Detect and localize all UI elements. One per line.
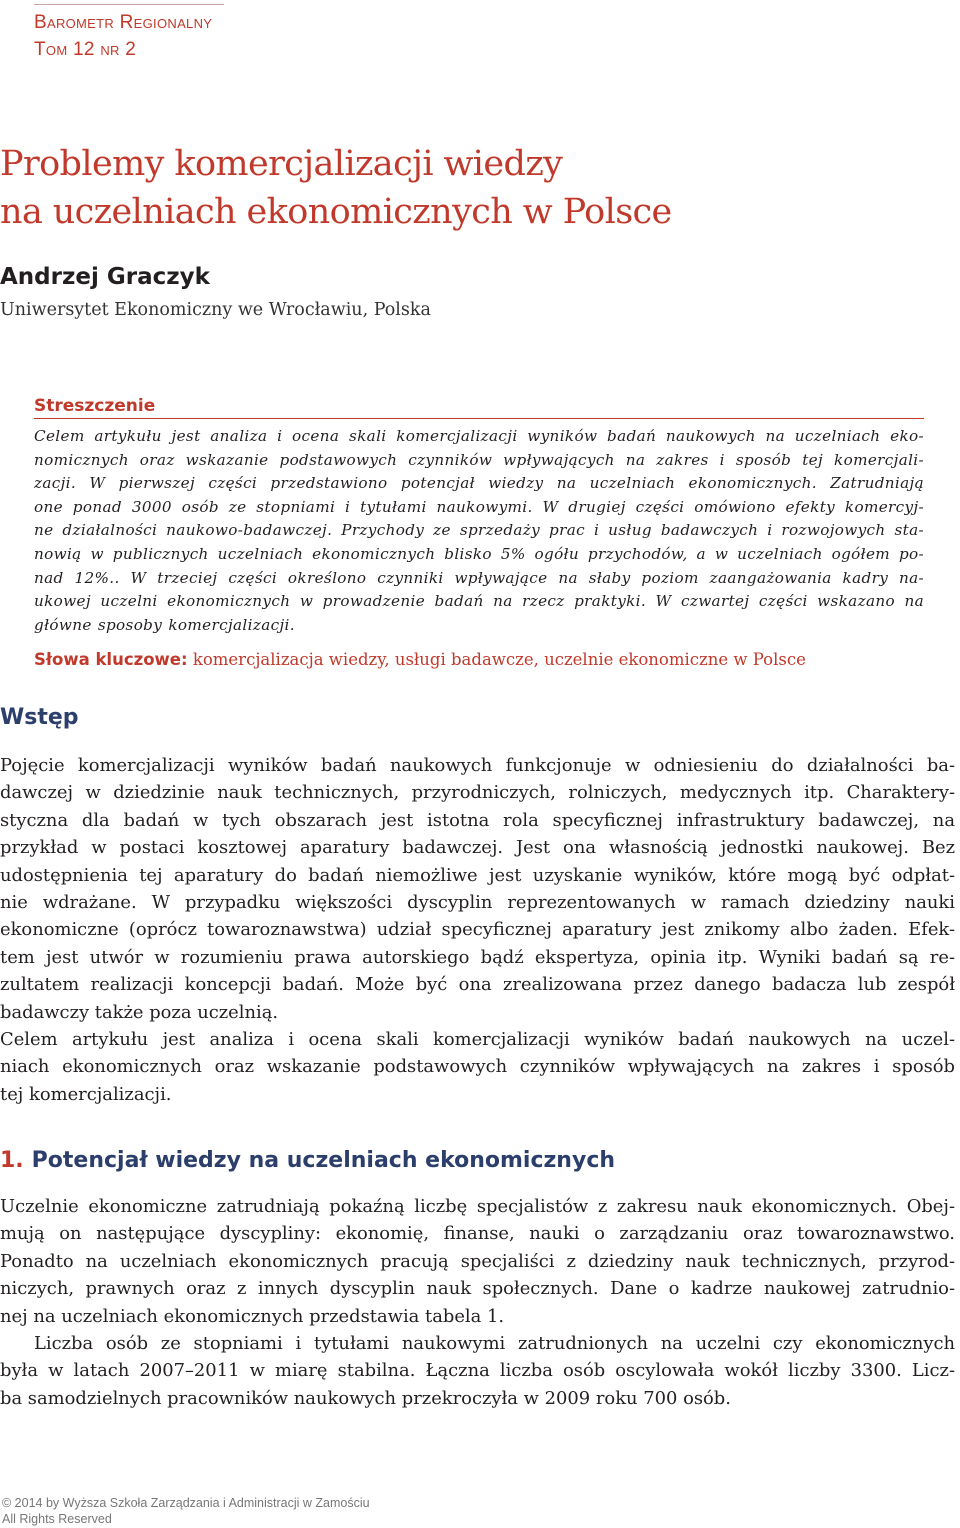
section-1-paragraphs xyxy=(0,1193,955,1412)
author-affiliation: Uniwersytet Ekonomiczny we Wrocławiu, Polska xyxy=(0,300,431,320)
body-line: ekonomiczne (oprócz towaroznawstwa) udział specyficznej aparatury jest znikomy albo żaden. Efek- xyxy=(0,919,955,941)
body-line: ba samodzielnych pracowników naukowych przekroczyła w 2009 roku 700 osób. xyxy=(0,1387,731,1409)
keywords-label: Słowa kluczowe: xyxy=(34,650,188,669)
abstract-line: ne działalności naukowo-badawczej. Przychody ze sprzedaży prac i usług badawczych i rozwojowych sta- xyxy=(34,521,924,540)
abstract-line: one ponad 3000 osób ze stopniami i tytułami naukowymi. W drugiej części omówiono efekty komercyj- xyxy=(34,497,924,516)
body-line: nie wdrażane. W przypadku większości dyscyplin reprezentowanych w ramach dziedziny nauki xyxy=(0,892,955,914)
body-line: niach ekonomicznych oraz wskazanie podstawowych czynników wpływających na zakres i sposób xyxy=(0,1056,955,1078)
body-line: Uczelnie ekonomiczne zatrudniają pokaźną liczbę specjalistów z zakresu nauk ekonomicznych. Obej- xyxy=(0,1196,955,1217)
body-line: tem jest utwór w rozumieniu prawa autorskiego bądź ekspertyza, opinia itp. Wyniki badań są re- xyxy=(0,946,955,968)
abstract-line: ukowej uczelni ekonomicznych w prowadzenie badań na rzecz praktyki. W czwartej części wskazano na xyxy=(34,592,924,611)
author-name: Andrzej Graczyk xyxy=(0,264,210,290)
body-line: badawczy także poza uczelnią. xyxy=(0,1001,279,1023)
journal-rule xyxy=(34,4,224,5)
body-line: mują on następujące dyscypliny: ekonomię, finanse, nauki o zarządzaniu oraz towaroznawstwo. xyxy=(0,1223,955,1245)
body-line: Celem artykułu jest analiza i ocena skali komercjalizacji wyników badań naukowych na uczel- xyxy=(0,1029,955,1051)
body-line: zultatem realizacji koncepcji badań. Może być ona zrealizowana przez danego badacza lub zespół xyxy=(0,974,955,996)
abstract-heading: Streszczenie xyxy=(34,396,156,416)
abstract-line: nomicznych oraz wskazanie podstawowych czynników wpływających na zakres i sposób tej komercjali- xyxy=(34,450,924,469)
footer-rights: All Rights Reserved xyxy=(2,1511,112,1526)
journal-name: Barometr Regionalny xyxy=(34,12,213,33)
body-line: dawczej w dziedzinie nauk technicznych, przyrodniczych, rolniczych, medycznych itp. Charaktery- xyxy=(0,782,955,804)
body-line: przykład w postaci kosztowej aparatury badawczej. Jest ona własnością jednostki naukowej. Bez xyxy=(0,837,955,859)
body-line: udostępnienia tej aparatury do badań niemożliwe jest uzyskanie wyników, które mogą być odpłat- xyxy=(0,864,955,886)
journal-header xyxy=(34,4,224,63)
intro-paragraphs xyxy=(0,752,955,1108)
abstract-line: nowią w publicznych uczelniach ekonomicznych blisko 5% ogółu przychodów, a w uczelniach ogółem po- xyxy=(34,544,924,563)
title-line: na uczelniach ekonomicznych w Polsce xyxy=(0,192,672,232)
journal-issue: Tom 12 nr 2 xyxy=(34,39,137,60)
body-line: Pojęcie komercjalizacji wyników badań naukowych funkcjonuje w odniesieniu do działalności ba- xyxy=(0,755,955,776)
body-line: Ponadto na uczelniach ekonomicznych pracują specjaliści z dziedziny nauk technicznych, przyrod- xyxy=(0,1250,955,1272)
footer-copyright: © 2014 by Wyższa Szkoła Zarządzania i Administracji w Zamościu xyxy=(2,1496,370,1510)
body-line: była w latach 2007–2011 w miarę stabilna. Łączna liczba osób oscylowała wokół liczby 3300. Licz- xyxy=(0,1360,955,1382)
section-heading-1 xyxy=(0,1148,615,1173)
abstract xyxy=(34,394,924,637)
abstract-rule xyxy=(34,418,924,419)
article-title xyxy=(0,140,672,236)
section-title: Potencjał wiedzy na uczelniach ekonomicznych xyxy=(31,1148,616,1173)
keywords-value: komercjalizacja wiedzy, usługi badawcze, uczelnie ekonomiczne w Polsce xyxy=(192,650,806,669)
body-line: nej na uczelniach ekonomicznych przedstawia tabela 1. xyxy=(0,1305,505,1327)
abstract-line: główne sposoby komercjalizacji. xyxy=(34,615,295,634)
page-footer xyxy=(2,1496,370,1527)
keywords xyxy=(34,650,806,669)
abstract-line: zacji. W pierwszej części przedstawiono potencjał wiedzy na uczelniach ekonomicznych. Zatrudniają xyxy=(34,474,924,493)
abstract-line: Celem artykułu jest analiza i ocena skali komercjalizacji wyników badań naukowych na uczelniach eko- xyxy=(34,427,924,445)
section-heading-intro: Wstęp xyxy=(0,705,79,730)
body-line: tej komercjalizacji. xyxy=(0,1083,172,1105)
body-line: Liczba osób ze stopniami i tytułami naukowymi zatrudnionych na uczelni czy ekonomicznych xyxy=(34,1333,955,1355)
body-line: styczna dla badań w tych obszarach jest istotna rola specyficznej infrastruktury badawczej, na xyxy=(0,809,955,831)
abstract-line: nad 12%.. W trzeciej części określono czynniki wpływające na słaby poziom zaangażowania kadry na- xyxy=(34,568,924,587)
title-line: Problemy komercjalizacji wiedzy xyxy=(0,144,563,184)
body-line: niczych, prawnych oraz z innych dyscyplin nauk społecznych. Dane o kadrze naukowej zatrudnio- xyxy=(0,1278,955,1300)
section-number: 1. xyxy=(0,1148,24,1173)
